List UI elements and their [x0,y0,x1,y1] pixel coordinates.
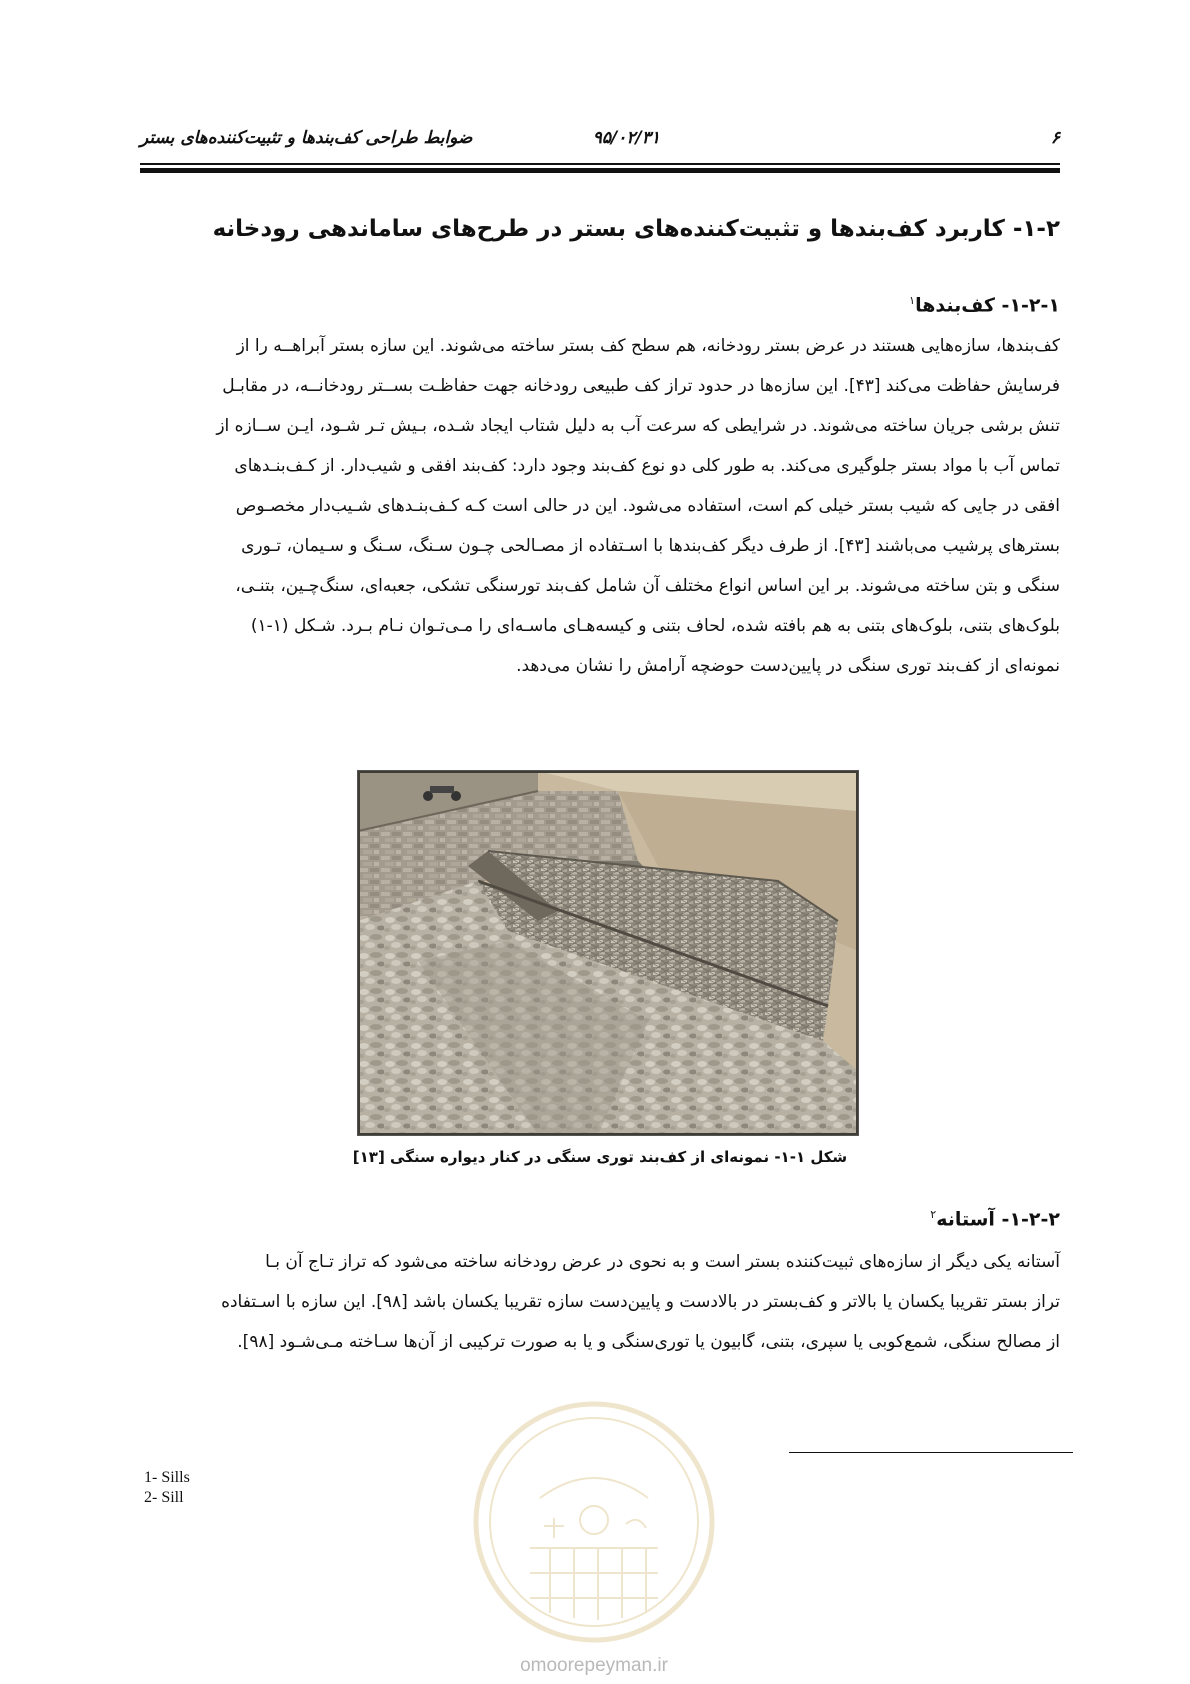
paragraph-line: بلوک‌های بتنی، بلوک‌های بتنی به هم بافته شده، لحاف بتنی و کیسه‌هـای ماسـه‌ای را مـی‌تـوان نـام بـرد. شـکل (۱-۱) [250,616,1060,636]
footnote-ref-2: ۲ [930,1208,937,1221]
header-title: ضوابط طراحی کف‌بندها و تثبیت‌کننده‌های بستر [140,128,473,148]
paragraph-line: آستانه یکی دیگر از سازه‌های ثبیت‌کننده بستر است و به نحوی در عرض رودخانه ساخته می‌شود که تراز تـاج آن بـا [265,1252,1060,1272]
page-number: ۶ [1050,128,1060,148]
gabion-photo [357,770,859,1136]
paragraph-line: تماس آب با مواد بستر جلوگیری می‌کند. به طور کلی دو نوع کف‌بند وجود دارد: کف‌بند افقی و شیب‌دار. از کـف‌بنـدهای [234,456,1060,476]
watermark-seal-icon [470,1398,718,1646]
figure-caption: شکل ۱-۱- نمونه‌ای از کف‌بند توری سنگی در کنار دیواره سنگی [۱۳] [352,1148,848,1166]
paragraph-sill [140,1242,1060,1362]
paragraph-line: تنش برشی جریان ساخته می‌شوند. در شرایطی که سرعت آب به دلیل شتاب ایجاد شـده، بـیش تـر شـود، ایـن ســازه از [216,416,1060,436]
paragraph-sills [140,326,1060,686]
watermark-url: omoorepeyman.ir [520,1655,668,1676]
paragraph-line: نمونه‌ای از کف‌بند توری سنگی در پایین‌دست حوضچه آرامش را نشان می‌دهد. [516,656,1060,676]
footnote-2: 2- Sill [144,1489,184,1506]
footnotes [144,1468,190,1508]
paragraph-line: سنگی و بتن ساخته می‌شوند. بر این اساس انواع مختلف آن شامل کف‌بند تورسنگی تشکی، جعبه‌ای، سنگ‌چـین، بتنـی، [235,576,1060,596]
paragraph-line: افقی در جایی که شیب بستر خیلی کم است، استفاده می‌شود. این در حالی است کـه کـف‌بنـدهای شـیب‌دار مخصـوص [235,496,1060,516]
header-date: ۹۵/۰۲/۳۱ [592,128,660,148]
paragraph-line: از مصالح سنگی، شمع‌کوبی یا سپری، بتنی، گابیون یا توری‌سنگی و یا به صورت ترکیبی از آن‌ها سـاخته مـی‌شـود [۹۸]. [237,1332,1060,1352]
paragraph-line: کف‌بندها، سازه‌هایی هستند در عرض بستر رودخانه، هم سطح کف بستر ساخته می‌شوند. این سازه بستر آبراهــه را از [236,336,1060,356]
header-rule-thick [140,168,1060,173]
footnote-rule [789,1452,1073,1453]
running-header [140,128,1060,156]
paragraph-line: تراز بستر تقریبا یکسان یا بالاتر و کف‌بستر در بالادست و پایین‌دست سازه تقریبا یکسان باشد [۹۸]. این سازه با اسـتفاده [221,1292,1060,1312]
subsection-heading-sill-text: ۱-۲-۲- آستانه [936,1208,1060,1231]
footnote-1: 1- Sills [144,1469,190,1486]
footnote-ref-1: ۱ [909,294,916,307]
header-rule-thin [140,163,1060,165]
subsection-heading-sills [140,294,1060,316]
subsection-heading-sill [140,1208,1060,1230]
subsection-heading-sills-text: ۱-۲-۱- کف‌بندها [915,294,1060,317]
section-heading: ۱-۲- کاربرد کف‌بندها و تثبیت‌کننده‌های بستر در طرح‌های ساماندهی رودخانه [212,216,1060,242]
paragraph-line: بسترهای پرشیب می‌باشند [۴۳]. از طرف دیگر کف‌بندها با اسـتفاده از مصـالحی چـون سـنگ، سـنگ و سـیمان، تـوری [241,536,1060,556]
paragraph-line: فرسایش حفاظت می‌کند [۴۳]. این سازه‌ها در حدود تراز کف طبیعی رودخانه جهت حفاظـت بســتر رودخانــه، در مقابـل [222,376,1060,396]
